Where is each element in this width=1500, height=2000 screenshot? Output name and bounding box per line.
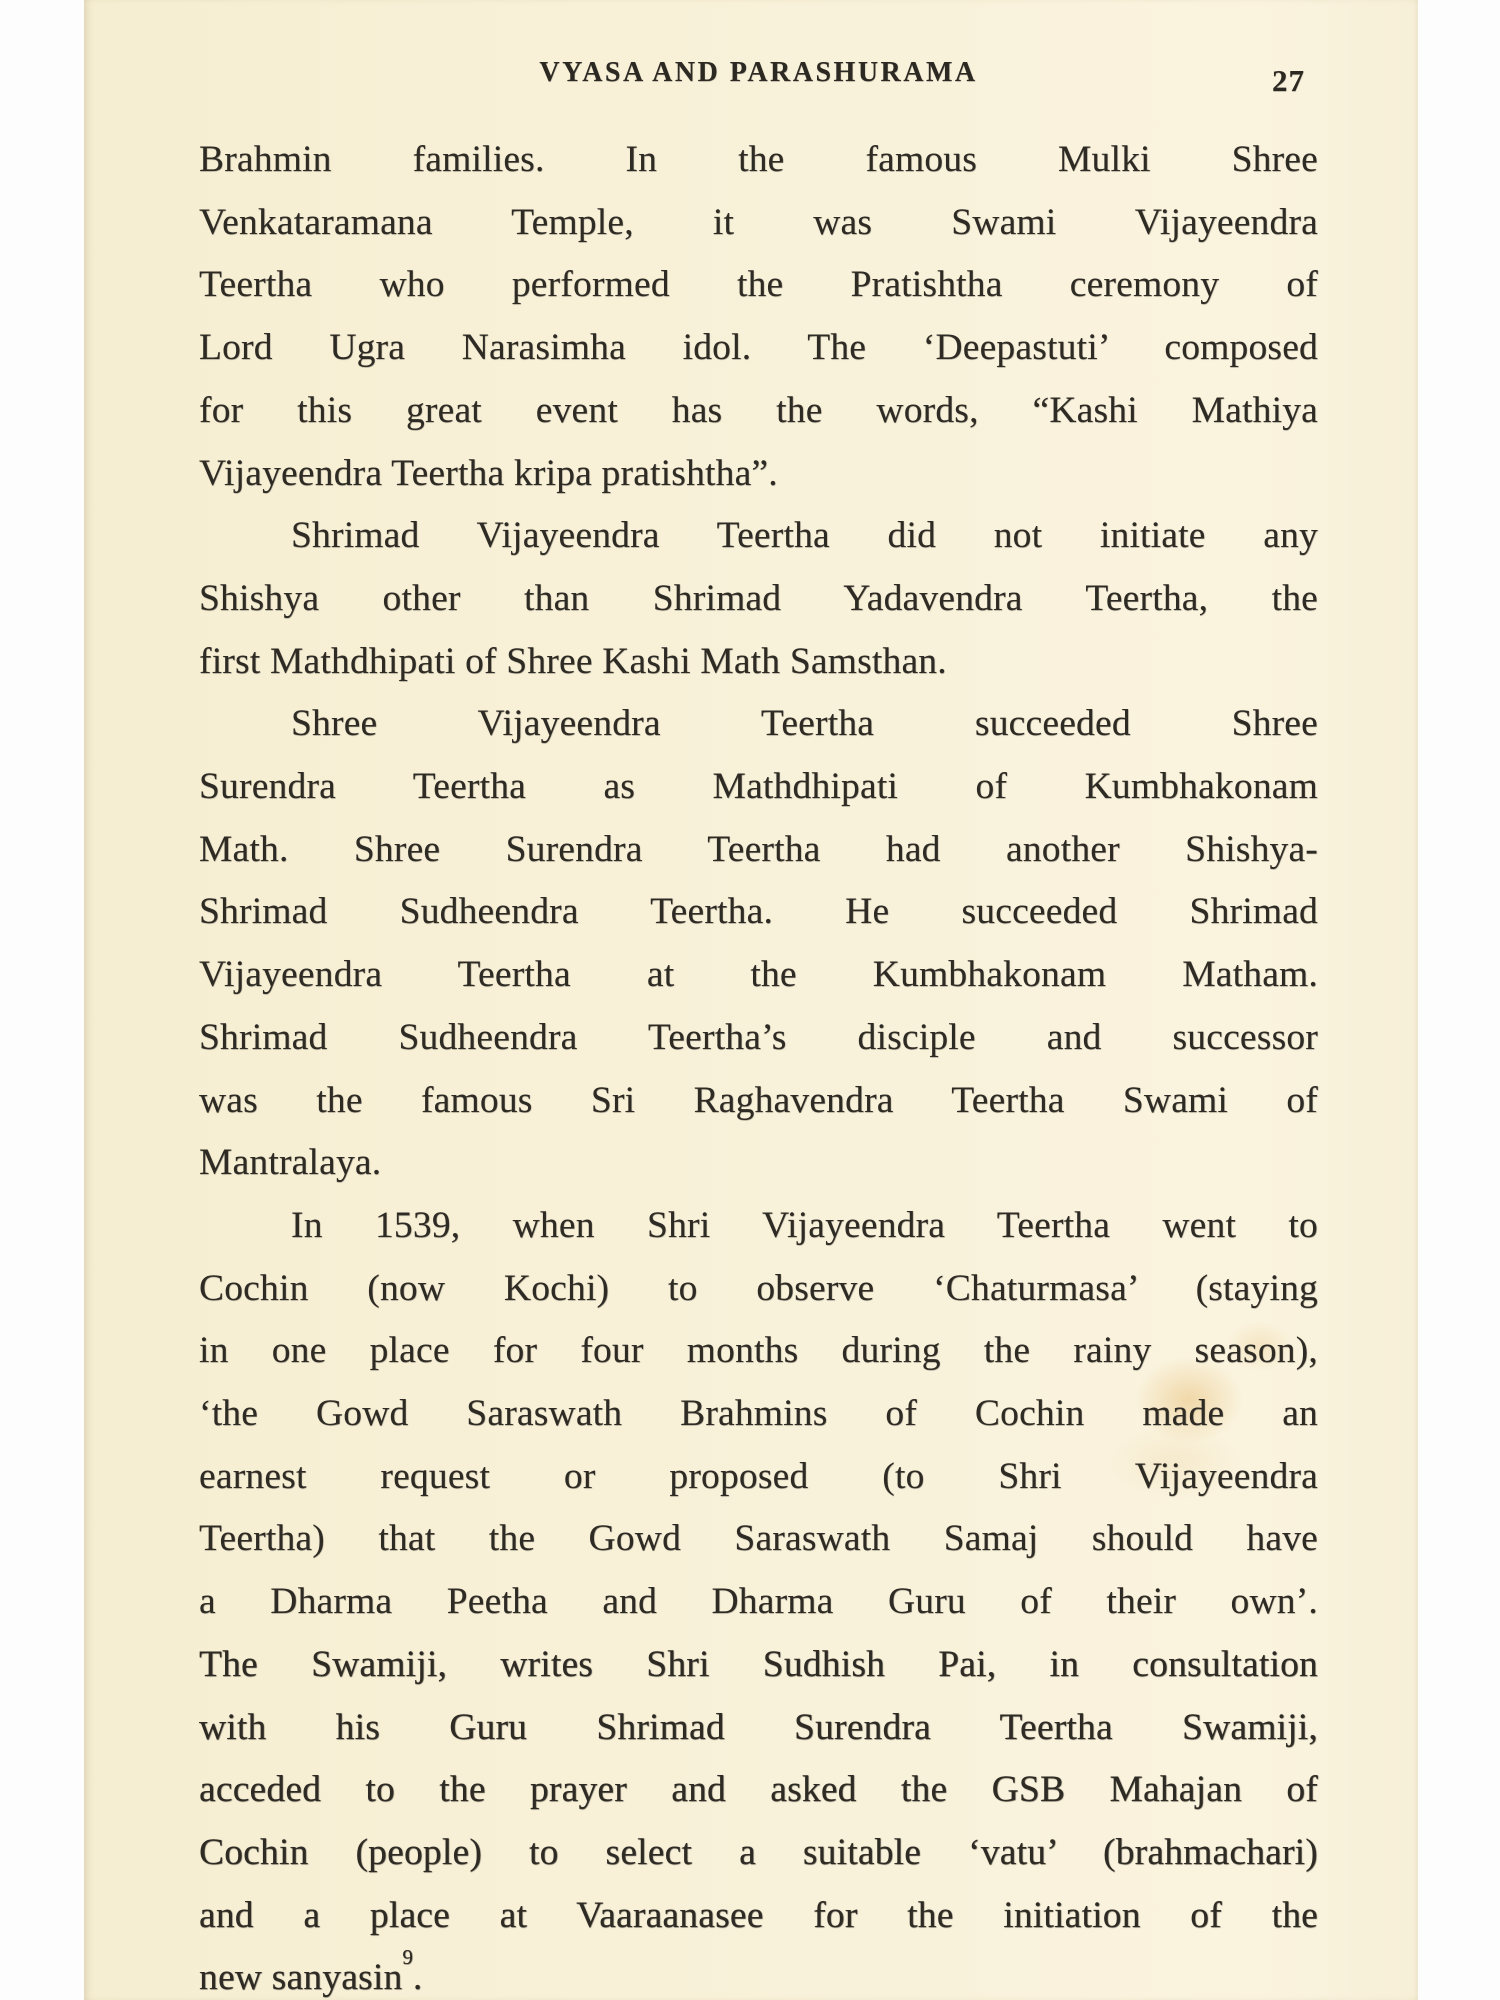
body-line: Teertha) that the Gowd Saraswath Samaj should have: [199, 1518, 1318, 1560]
body-line: a Dharma Peetha and Dharma Guru of their own’.: [199, 1581, 1318, 1623]
body-line: Shishya other than Shrimad Yadavendra Teertha, the: [199, 577, 1318, 619]
body-text: [199, 129, 1318, 2000]
body-line: Brahmin families. In the famous Mulki Shree: [199, 139, 1318, 180]
body-line: Vijayeendra Teertha at the Kumbhakonam Matham.: [199, 954, 1318, 996]
page-number: 27: [1272, 63, 1305, 98]
paragraph: [199, 129, 1318, 505]
running-header-title: VYASA AND PARASHURAMA: [539, 57, 978, 88]
body-line: Cochin (now Kochi) to observe ‘Chaturmasa’ (staying: [199, 1267, 1318, 1309]
body-line: Shrimad Vijayeendra Teertha did not initiate any: [291, 515, 1318, 557]
body-line: Shrimad Sudheendra Teertha’s disciple and successor: [199, 1016, 1318, 1058]
body-line: Venkataramana Temple, it was Swami Vijayeendra: [199, 201, 1318, 243]
body-line: Shrimad Sudheendra Teertha. He succeeded Shrimad: [199, 891, 1318, 933]
footnote-ref: 9: [402, 1945, 413, 1970]
body-line: in one place for four months during the rainy season),: [199, 1330, 1318, 1372]
body-line: Lord Ugra Narasimha idol. The ‘Deepastuti’ composed: [199, 327, 1318, 369]
body-line: acceded to the prayer and asked the GSB Mahajan of: [199, 1769, 1318, 1811]
body-line: ‘the Gowd Saraswath Brahmins of Cochin made an: [199, 1393, 1318, 1435]
body-line: Mantralaya.: [199, 1142, 382, 1184]
body-line: first Mathdhipati of Shree Kashi Math Samsthan.: [199, 640, 947, 682]
body-line: Surendra Teertha as Mathdhipati of Kumbhakonam: [199, 766, 1318, 808]
body-line: Math. Shree Surendra Teertha had another Shishya-: [199, 828, 1318, 870]
paragraph: [199, 693, 1318, 1195]
body-line: with his Guru Shrimad Surendra Teertha Swamiji,: [199, 1706, 1318, 1748]
body-line: Vijayeendra Teertha kripa pratishtha”.: [199, 452, 778, 494]
paragraph: [199, 1195, 1318, 2000]
body-line: and a place at Vaaraanasee for the initiation of the: [199, 1894, 1318, 1936]
body-line: Cochin (people) to select a suitable ‘vatu’ (brahmachari): [199, 1831, 1318, 1873]
last-line-text: new sanyasin: [199, 1957, 403, 1999]
body-line: for this great event has the words, “Kashi Mathiya: [199, 389, 1318, 431]
last-line-period: .: [412, 1957, 423, 1999]
body-line: [199, 1947, 1318, 2000]
body-line: Teertha who performed the Pratishtha ceremony of: [199, 264, 1318, 306]
book-page: [84, 0, 1418, 2000]
body-line: earnest request or proposed (to Shri Vijayeendra: [199, 1455, 1318, 1497]
body-line: Shree Vijayeendra Teertha succeeded Shree: [291, 703, 1318, 745]
body-line: In 1539, when Shri Vijayeendra Teertha went to: [291, 1204, 1318, 1246]
body-line: was the famous Sri Raghavendra Teertha Swami of: [199, 1079, 1318, 1121]
paragraph: [199, 505, 1318, 693]
body-line: The Swamiji, writes Shri Sudhish Pai, in consultation: [199, 1643, 1318, 1685]
